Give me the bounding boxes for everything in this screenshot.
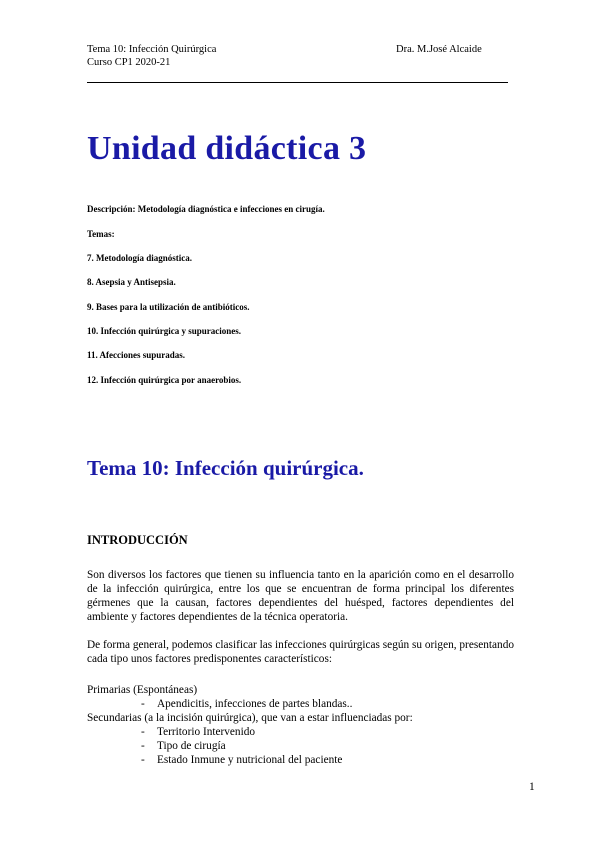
list-item: Apendicitis, infecciones de partes blandas.. [157,698,353,710]
header-course: Curso CP1 2020-21 [87,57,171,68]
header-left [87,43,216,69]
list-item: Tipo de cirugía [157,740,226,752]
topic-item: 12. Infección quirúrgica por anaerobios. [87,375,242,385]
paragraph: De forma general, podemos clasificar las infecciones quirúrgicas según su origen, presentando cada tipo unos factores predisponentes característicos: [87,639,514,665]
topic-item: 9. Bases para la utilización de antibióticos. [87,302,250,312]
topic-item: 7. Metodología diagnóstica. [87,253,192,263]
list-item: Territorio Intervenido [157,726,256,738]
bullet-dash: - [141,698,145,710]
secondary-label: Secundarias (a la incisión quirúrgica), que van a estar influenciadas por: [87,712,413,724]
page-number: 1 [529,781,535,793]
primary-label: Primarias (Espontáneas) [87,684,198,696]
header-divider [87,82,508,83]
bullet-dash: - [141,726,145,738]
bullet-dash: - [141,754,145,766]
list-item: Estado Inmune y nutricional del paciente [157,754,343,766]
topics-label: Temas: [87,229,115,239]
unit-title: Unidad didáctica 3 [87,130,367,167]
topic-item: 10. Infección quirúrgica y supuraciones. [87,326,242,336]
section-heading: INTRODUCCIÓN [87,533,188,547]
description: Descripción: Metodología diagnóstica e infecciones en cirugía. [87,204,325,214]
bullet-dash: - [141,740,145,752]
paragraph: Son diversos los factores que tienen su influencia tanto en la aparición como en el desarrollo de la infección quirúrgica, entre los que se encuentran de forma principal los diferentes gérmenes que la causan, factores dependientes del huésped, factores dependientes del ambiente y factores dependientes de la técnica operatoria. [87,569,514,623]
header-author: Dra. M.José Alcaide [396,44,482,55]
header-topic: Tema 10: Infección Quirúrgica [87,44,217,55]
theme-title: Tema 10: Infección quirúrgica. [87,456,364,480]
topic-item: 8. Asepsia y Antisepsia. [87,277,176,287]
topic-item: 11. Afecciones supuradas. [87,350,186,360]
